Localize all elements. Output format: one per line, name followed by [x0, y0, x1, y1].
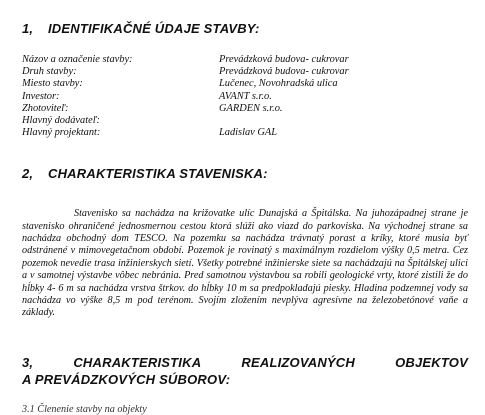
site-description-paragraph: Stavenisko sa nachádza na križovatke ulíc Dunajská a Špitálska. Na juhozápadnej strane je stavenisko ohraničené jednosmernou cestou ktorá slúži ako viazd do parkoviska. Na východnej strane sa nachádza obchodný dom TESCO. Na pozemku sa nachádza trávnatý porast a kríky, ktoré musia byť odstránené v mimovegetačnom období. Pozemok je rovinatý s maximálnym rozdielom výšky 0,5 metra. Cez pozemok nevedie trasa inžinierskych sietí. Všetky potrebné inžinierske siete sa nachádzajú na Špitálskej ulici a v samotnej výstavbe vôbec nebránia. Pred samotnou výstavbou sa robili geologické vrty, ktoré zistili že do hĺbky 4- 6 m sa nachádza vrstva štrkov. do hĺbky 10 m sa predpokladajú piesky. Hladina podzemnej vody sa nachádza vo výške 8,5 m pod terénom. Svojím zložením nevplýva agresívne na železobetónové vaňe a základy. [22, 208, 468, 319]
id-row-contractor [22, 103, 462, 115]
id-value: Prevádzková budova- cukrovar [219, 66, 349, 78]
section-2-heading [22, 166, 268, 181]
id-label: Druh stavby: [22, 66, 77, 78]
id-row-name [22, 54, 462, 66]
id-row-type [22, 66, 462, 78]
id-label: Hlavný projektant: [22, 127, 101, 139]
id-value: GARDEN s.r.o. [219, 102, 283, 114]
id-label: Zhotoviteľ: [22, 102, 69, 114]
id-label: Hlavný dodávateľ: [22, 115, 100, 127]
id-label: Miesto stavby: [22, 78, 83, 90]
id-row-location [22, 78, 462, 90]
id-label: Názov a označenie stavby: [22, 54, 133, 65]
id-value: Prevádzková budova- cukrovar [219, 54, 349, 65]
section-3-heading-line-1 [22, 355, 468, 370]
section-2-title: CHARAKTERISTIKA STAVENISKA: [48, 166, 268, 181]
id-label: Investor: [22, 90, 60, 102]
section-3-number: 3, [22, 355, 34, 370]
section-1-title: IDENTIFIKAČNÉ ÚDAJE STAVBY: [48, 21, 260, 36]
id-row-investor [22, 91, 462, 103]
section-3-title-word: CHARAKTERISTIKA [73, 355, 202, 370]
id-value [219, 115, 462, 127]
id-row-main-designer [22, 127, 462, 139]
section-3-heading-line-2: A PREVÁDZKOVÝCH SÚBOROV: [22, 372, 231, 387]
section-1-heading [22, 21, 260, 36]
section-2-number: 2, [22, 166, 34, 181]
section-1-number: 1, [22, 21, 34, 36]
id-value: Ladislav GAL [219, 127, 278, 139]
identification-table [22, 54, 462, 139]
section-3-title-word: REALIZOVANÝCH [241, 355, 355, 370]
subsection-heading-partial: 3.1 Členenie stavby na objekty [22, 404, 147, 415]
id-row-main-supplier [22, 115, 462, 127]
id-value: Lučenec, Novohradská ulica [219, 78, 338, 90]
id-value: AVANT s.r.o. [219, 90, 272, 102]
section-3-title-word: OBJEKTOV [395, 355, 468, 370]
